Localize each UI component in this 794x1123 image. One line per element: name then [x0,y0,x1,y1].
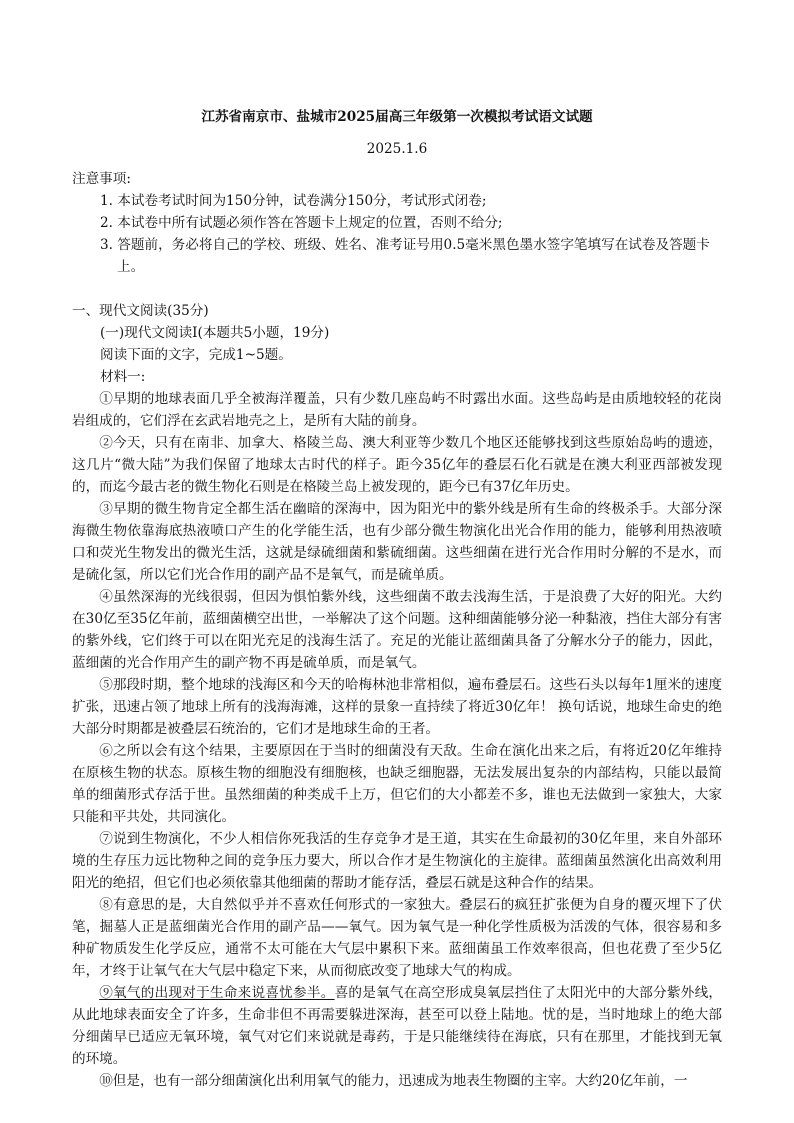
paragraph-1: ①早期的地球表面几乎全被海洋覆盖，只有少数几座岛屿不时露出水面。这些岛屿是由质地较轻的花岗岩组成的，它们浮在玄武岩地壳之上，是所有大陆的前身。 [72,391,722,429]
notice-item: 2. 本试卷中所有试题必须作答在答题卡上规定的位置，否则不给分; [100,215,503,231]
reading-instruction: 阅读下面的文字，完成1~5题。 [100,347,292,363]
notice-item: 3. 答题前，务必将自己的学校、班级、姓名、准考证号用0.5毫米黑色墨水签字笔填写在试卷及答题卡上。 [100,237,710,275]
paragraph-6: ⑥之所以会有这个结果，主要原因在于当时的细菌没有天敌。生命在演化出来之后，有将近20亿年维持在原核生物的状态。原核生物的细胞没有细胞核，也缺乏细胞器，无法发展出复杂的内部结构，只能以最简单的细菌形式存活于世。虽然细菌的种类成千上万，但它们的大小都差不多，谁也无法做到一家独大，大家只能和平共处，共同演化。 [72,743,722,825]
paragraph-2: ②今天，只有在南非、加拿大、格陵兰岛、澳大利亚等少数几个地区还能够找到这些原始岛屿的遗迹，这几片“微大陆”为我们保留了地球太古时代的样子。距今35亿年的叠层石化石就是在澳大利亚西部被发现的，而迄今最古老的微生物化石则是在格陵兰岛上被发现的，距今已有37亿年历史。 [72,435,722,495]
paragraph-9 [72,982,722,1070]
section-heading: 一、现代文阅读(35分) [72,303,209,319]
paragraph-5: ⑤那段时期，整个地球的浅海区和今天的哈梅林池非常相似，遍布叠层石。这些石头以每年1厘米的速度扩张，迅速占领了地球上所有的浅海海滩，这样的景象一直持续了将近30亿年！ 换句话说，地球生命史的绝大部分时期都是被叠层石统治的，它们才是地球生命的王者。 [72,677,722,737]
notice-list [72,190,722,278]
paragraph-9-rest: 喜的是氧气在高空形成臭氧层挡住了太阳光中的大部分紫外线，从此地球表面安全了许多，生命非但不再需要躲进深海，甚至可以登上陆地。忧的是，当时地球上的绝大部分细菌早已适应无氧环境，氧气对它们来说就是毒药，于是只能继续待在海底，只有在那里，才能找到无氧的环境。 [72,985,723,1067]
underlined-sentence: ⑨氧气的出现对于生命来说喜忧参半。 [99,985,335,1001]
paragraph-8: ⑧有意思的是，大自然似乎并不喜欢任何形式的一家独大。叠层石的疯狂扩张便为自身的覆灭埋下了伏笔，掘墓人正是蓝细菌光合作用的副产品——氧气。因为氧气是一种化学性质极为活泼的气体，很容易和多种矿物质发生化学反应，通常不太可能在大气层中累积下来。蓝细菌虽工作效率很高，但也花费了至少5亿年，才终于让氧气在大气层中稳定下来，从而彻底改变了地球大气的构成。 [72,897,722,979]
exam-date: 2025.1.6 [366,141,428,157]
paragraph-7: ⑦说到生物演化，不少人相信你死我活的生存竞争才是王道，其实在生命最初的30亿年里，来自外部环境的生存压力远比物种之间的竞争压力要大，所以合作才是生物演化的主旋律。蓝细菌虽然演化出高效利用阳光的绝招，但它们也必须依靠其他细菌的帮助才能存活，叠层石就是这种合作的结果。 [72,831,722,891]
paragraph-10: ⑩但是，也有一部分细菌演化出利用氧气的能力，迅速成为地表生物圈的主宰。大约20亿年前，一 [99,1073,688,1089]
notice-item: 1. 本试卷考试时间为150分钟，试卷满分150分，考试形式闭卷; [100,193,487,209]
exam-title: 江苏省南京市、盐城市2025届高三年级第一次模拟考试语文试题 [201,109,593,125]
paragraph-3: ③早期的微生物肯定全都生活在幽暗的深海中，因为阳光中的紫外线是所有生命的终极杀手。大部分深海微生物依靠海底热液喷口产生的化学能生活，也有少部分微生物演化出光合作用的能力，能够利用热液喷口和荧光生物发出的微光生活，这就是绿硫细菌和紫硫细菌。这些细菌在进行光合作用时分解的不是水，而是硫化氢，所以它们光合作用的副产品不是氧气，而是硫单质。 [72,501,722,583]
material-label: 材料一: [100,369,146,385]
notice-heading: 注意事项: [72,171,131,187]
subsection-heading: (一)现代文阅读Ⅰ(本题共5小题，19分) [100,325,330,341]
paragraph-4: ④虽然深海的光线很弱，但因为惧怕紫外线，这些细菌不敢去浅海生活，于是浪费了大好的阳光。大约在30亿至35亿年前，蓝细菌横空出世，一举解决了这个问题。这种细菌能够分泌一种黏液，挡住大部分有害的紫外线，它们终于可以在阳光充足的浅海生活了。充足的光能让蓝细菌具备了分解水分子的能力，因此，蓝细菌的光合作用产生的副产物不再是硫单质，而是氧气。 [72,589,722,671]
